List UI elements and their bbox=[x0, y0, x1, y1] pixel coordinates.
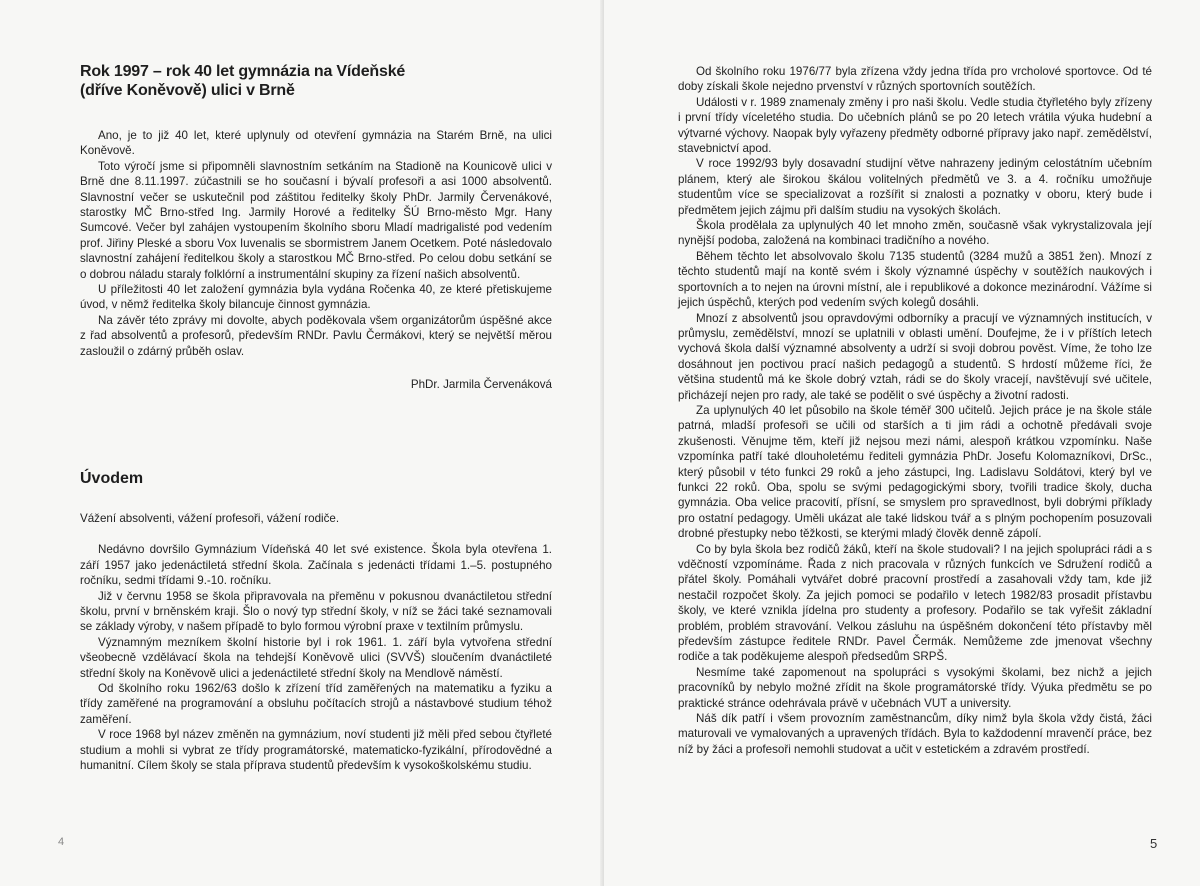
paragraph: Co by byla škola bez rodičů žáků, kteří na škole studovali? I na jejich spolupráci rádi a s vděčností vzpomínáme. Řada z nich pracovala v různých funkcích ve Sdružení rodičů a přátel školy. Pomáhali vytvářet dobré pracovní prostředí a zasahovali vždy tam, kde již nestačil rozpočet školy. Za jejich pomoci se podařilo v letech 1982/83 prosadit přístavbu školy, ve které vznikla jídelna pro studenty a profesory. Podařilo se tak vyřešit základní problém, problém stravování. Velkou zásluhu na úspěšném dokončení této přístavby měl především zástupce ředitele RNDr. Pavel Čermák. Nemůžeme zde jmenovat všechny rodiče a tak poděkujeme alespoň předsedům SRPŠ. bbox=[678, 542, 1152, 664]
paragraph: Náš dík patří i všem provozním zaměstnancům, díky nimž byla škola vždy čistá, žáci maturovali ve vymalovaných a upravených třídách. Byla to každodenní mravenčí práce, bez níž by žáci a profesoři nemohli studovat a učit v estetickém a zdravém prostředí. bbox=[678, 712, 1152, 756]
page-number-right: 5 bbox=[1150, 836, 1158, 851]
paragraph: Již v červnu 1958 se škola připravovala na přeměnu v pokusnou dvanáctiletou střední školu, první v brněnském kraji. Šlo o nový typ střední školy, v níž se žáci také seznamovali se základy výroby, v našem případě to bylo formou výrobní praxe v textilním průmyslu. bbox=[80, 589, 552, 634]
paragraph: Toto výročí jsme si připomněli slavnostním setkáním na Stadioně na Kounicově ulici v Brně dne 8.11.1997. zúčastnili se ho současní i bývalí profesoři a asi 1000 absolventů. Slavnostní večer se uskutečnil pod záštitou ředitelky školy PhDr. Jarmily Červenákové, starostky MČ Brno-střed Ing. Jarmily Horové a ředitelky ŠÚ Brno-město Mgr. Hany Sumcové. Večer byl zahájen vystoupením školního sboru Mladí madrigalisté pod vedením prof. Jiřiny Pleské a sboru Vox Iuvenalis se sbormistrem Janem Ocetkem. Poté následovalo slavnostní zahájení ředitelkou školy a starostkou MČ Brno-střed. Po celou dobu setkání se o dobrou náladu staraly folklórní a instrumentální skupiny za řízení našich absolventů. bbox=[80, 159, 552, 281]
paragraph: Od školního roku 1976/77 byla zřízena vždy jedna třída pro vrcholové sportovce. Od té doby získali škole nejedno prvenství v různých sportovních soutěžích. bbox=[678, 65, 1152, 94]
paragraph: Za uplynulých 40 let působilo na škole téměř 300 učitelů. Jejich práce je na škole stále patrná, mladší profesoři se učili od starších a ti jim rádi a ochotně předávali svoje zkušenosti. Věnujme těm, kteří již nejsou mezi námi, alespoň krátkou vzpomínku. Naše vzpomínka patří také dlouholetému řediteli gymnázia PhDr. Josefu Kolomazníkovi, DrSc., který působil v této funkci 29 roků a jeho zástupci, Ing. Ladislavu Soldátovi, který byl ve funkci 22 roků. Oba, spolu se svými pedagogickými sbory, tvořili tradice školy, ducha gymnázia. Oba velice pracovití, přísní, se smyslem pro spravedlnost, byli dobrými příklady pro ostatní pedagogy. Uměli ukázat ale také lidskou tvář a s plným pochopením posuzovali drobné přestupky nebo těžkosti, se kterými mladý člověk denně zápolí. bbox=[678, 403, 1152, 541]
paragraph: V roce 1968 byl název změněn na gymnázium, noví studenti již měli před sebou čtyřleté studium a mohli si vybrat ze třídy programátorské, matematicko-fyzikální, přírodovědné a humanitní. Cílem školy se stala příprava studentů především k vysokoškolskému studiu. bbox=[80, 728, 552, 772]
paragraph: V roce 1992/93 byly dosavadní studijní větve nahrazeny jediným celostátním učebním plánem, který ale širokou škálou volitelných předmětů ve 3. a 4. ročníku umožňuje studentům více se specializovat a rozšířit si znalosti a poznatky v oboru, který bude i předmětem jejich zájmu při dalším studiu na vysokých školách. bbox=[678, 157, 1152, 217]
paragraph: Ano, je to již 40 let, které uplynuly od otevření gymnázia na Starém Brně, na ulici Koněvově. bbox=[80, 129, 552, 158]
paragraph: U příležitosti 40 let založení gymnázia byla vydána Ročenka 40, ze které přetiskujeme úvod, v němž ředitelka školy bilancuje činnost gymnázia. bbox=[80, 283, 552, 312]
paragraph: Významným mezníkem školní historie byl i rok 1961. 1. září byla vytvořena střední všeobecně vzdělávací škola na tehdejší Koněvově ulici (SVVŠ) sloučením dvanáctileté střední školy na Koněvově ulici a jedenáctileté střední školy na Mendlově náměstí. bbox=[80, 635, 552, 680]
paragraph: Škola prodělala za uplynulých 40 let mnoho změn, současně však vykrystalizovala její nynější podoba, založená na kombinaci tradičního a nového. bbox=[678, 219, 1152, 248]
left-column bbox=[80, 62, 552, 773]
signature: PhDr. Jarmila Červenáková bbox=[410, 378, 552, 392]
paragraph: Nedávno dovršilo Gymnázium Vídeňská 40 let své existence. Škola byla otevřena 1. září 1957 jako jedenáctiletá střední škola. Začínala s jedenácti třídami 1.–5. postupného ročníku, sedmi třídami 9.-10. ročníku. bbox=[80, 543, 552, 588]
paragraph: Od školního roku 1962/63 došlo k zřízení tříd zaměřených na matematiku a fyziku a třídy zaměřené na programování a obsluhu počítacích strojů a nástavbové studium téhož zaměření. bbox=[80, 681, 552, 726]
page-number-left: 4 bbox=[58, 836, 65, 848]
right-page bbox=[604, 0, 1200, 886]
paragraph: Na závěr této zprávy mi dovolte, abych poděkovala všem organizátorům úspěšné akce z řad absolventů a profesorů, především RNDr. Pavlu Čermákovi, který se největší měrou zasloužil o zdárný průběh oslav. bbox=[80, 313, 552, 358]
greeting: Vážení absolventi, vážení profesoři, vážení rodiče. bbox=[80, 511, 340, 525]
paragraph: Mnozí z absolventů jsou opravdovými odborníky a pracují ve významných institucích, v průmyslu, zemědělství, mnozí se uplatnili v oblasti umění. Doufejme, že i v příštích letech vychová škola další významné absolventy a udrží si svoji dobrou pověst. Víme, že toho lze dosáhnout jen poctivou prací našich pedagogů a studentů. S hrdostí můžeme říci, že většina studentů má ke škole dobrý vztah, rádi se do školy vracejí, navštěvují své učitele, přicházejí nejen pro rady, ale také se podělit o své úspěchy a životní radosti. bbox=[678, 311, 1152, 402]
paragraph: Během těchto let absolvovalo školu 7135 studentů (3284 mužů a 3851 žen). Mnozí z těchto studentů mají na kontě svém i školy významné úspěchy v soutěžích naukových i sportovních a to nejen na úrovni místní, ale i republikové a dokonce mezinárodní. Vážíme si jejich úspěchů, kterých pod vedením svých kolegů dosáhli. bbox=[678, 249, 1152, 310]
paragraph: Události v r. 1989 znamenaly změny i pro naši školu. Vedle studia čtyřletého byly zřízeny i první třídy víceletého studia. Do učebních plánů se po 20 letech vrátila výuka hudební a výtvarné výchovy. Naopak byly vyřazeny předměty odborné přípravy jako např. zemědělství, stavebnictví apod. bbox=[678, 95, 1152, 156]
article-title-line-2: (dříve Koněvově) ulici v Brně bbox=[80, 82, 295, 99]
article-title bbox=[80, 62, 552, 100]
article-title-line-1: Rok 1997 – rok 40 let gymnázia na Vídeňské bbox=[80, 63, 406, 80]
right-column bbox=[678, 64, 1152, 757]
section-title: Úvodem bbox=[80, 469, 144, 487]
paragraph: Nesmíme také zapomenout na spolupráci s vysokými školami, bez nichž a jejich pracovníků by nebylo možné zřídit na škole programátorské třídy. Výuka předmětu se po praktické stránce odehrávala právě v učebnách VUT a university. bbox=[678, 665, 1152, 710]
